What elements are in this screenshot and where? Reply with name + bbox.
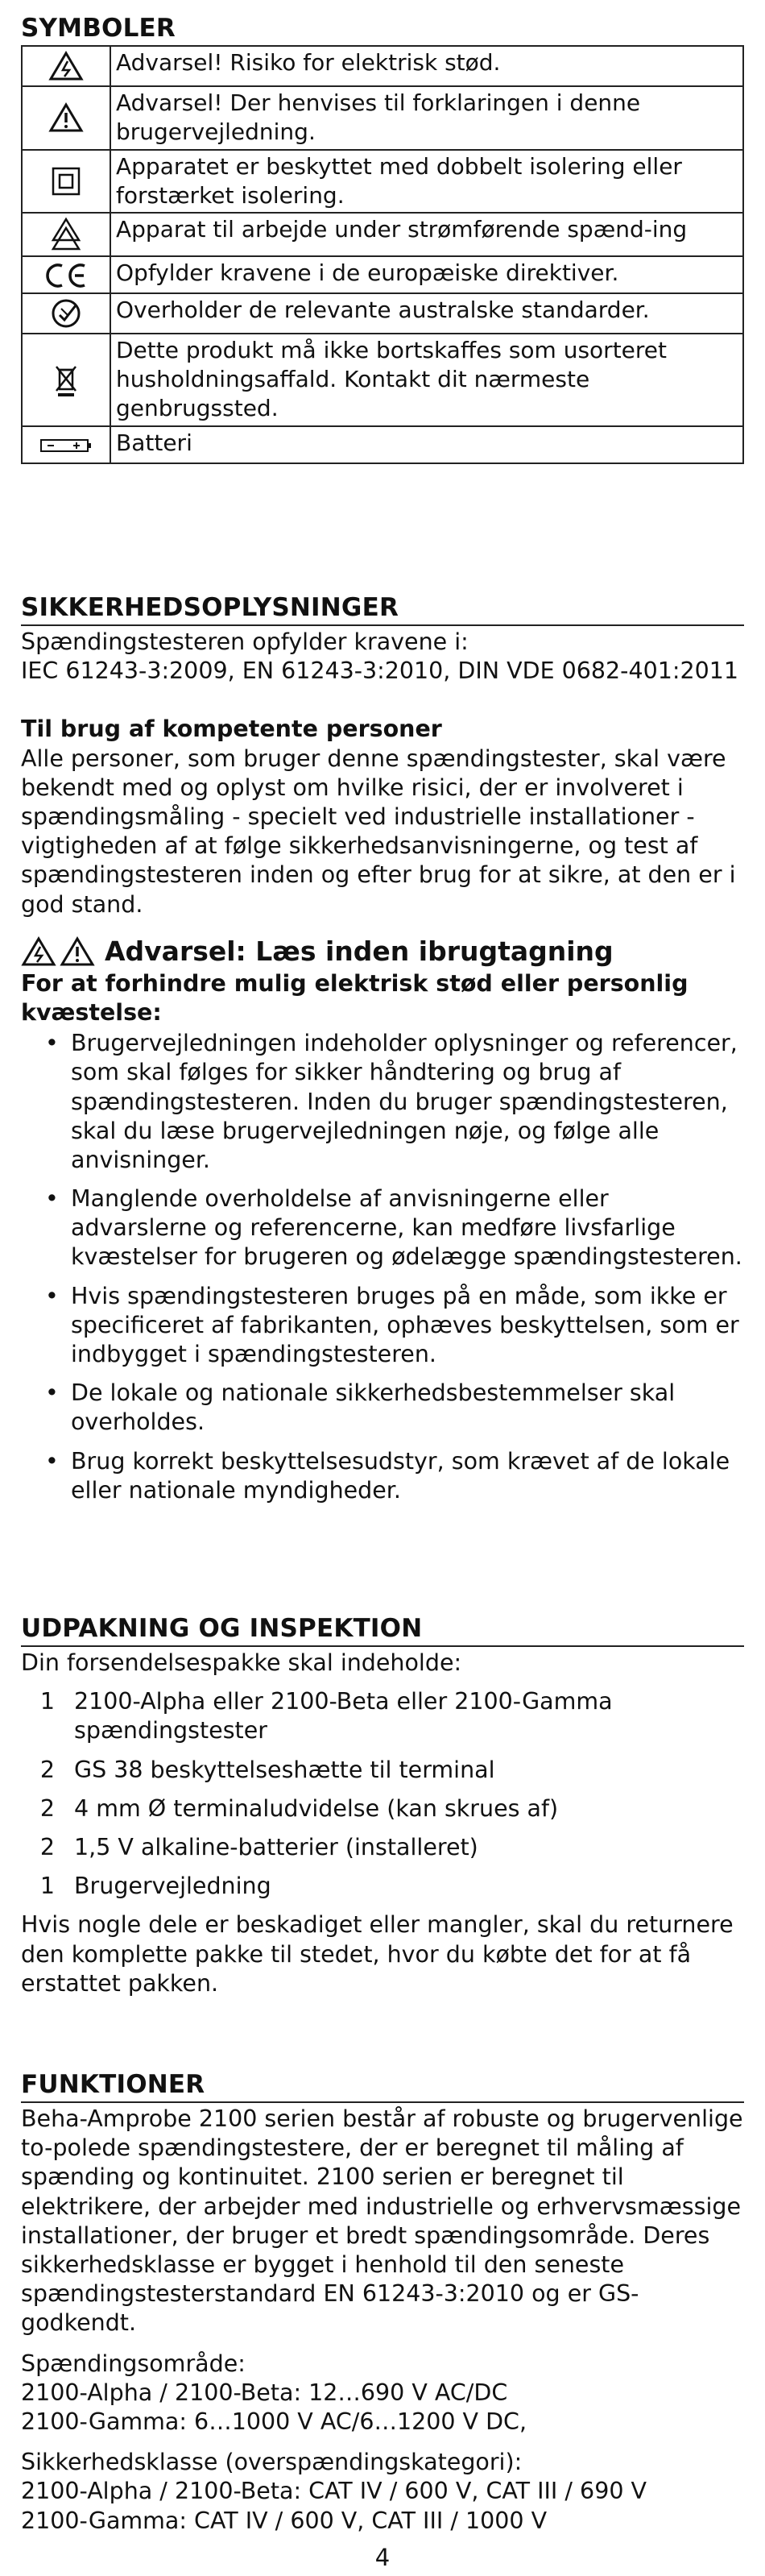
symbol-description: Dette produkt må ikke bortskaffes som usorteret husholdningsaffald. Kontakt dit nærmeste genbrugssted. [110,334,743,425]
unpacking-outro: Hvis nogle dele er beskadiget eller mangler, skal du returnere den komplette pakke til stedet, hvor du købte det for at få erstattet pakken. [21,1911,734,1997]
weee-bin-icon [54,363,78,397]
symbol-description: Advarsel! Der henvises til forklaringen i denne brugervejledning. [110,86,743,150]
item-qty: 1 [39,1873,55,1900]
range-line: 2100-Alpha / 2100-Beta: 12…690 V AC/DC [21,2379,508,2406]
range-line: 2100-Gamma: 6…1000 V AC/6…1200 V DC, [21,2408,527,2435]
bullet-text: Manglende overholdelse af anvisningerne eller advarslerne og referencerne, kan medføre livsfarlige kvæstelser for brugeren og ødelægge spændingstesteren. [71,1185,742,1271]
symbol-row [22,256,743,293]
symbol-description: Batteri [110,426,743,463]
list-item [21,1833,744,1862]
safety-heading: SIKKERHEDSOPLYSNINGER [21,594,744,626]
bullet-text: Hvis spændingstesteren bruges på en måde, som ikke er specificeret af fabrikanten, ophæves beskyttelsen, som er indbygget i spændingstesteren. [71,1282,739,1368]
symbol-row [22,46,743,86]
symbols-heading: SYMBOLER [21,14,176,43]
list-item [21,1756,744,1785]
warning-list [21,1029,744,1505]
symbol-row [22,293,743,334]
symbol-row [22,86,743,150]
warning-title: Advarsel: Læs inden ibrugtagning [105,935,614,968]
item-text: Brugervejledning [74,1873,271,1900]
list-item [21,1872,744,1901]
unpacking-intro: Din forsendelsespakke skal indeholde: [21,1649,462,1677]
warning-intro: For at forhindre mulig elektrisk stød eller personlig kvæstelse: [21,969,688,1026]
contents-list [21,1687,744,1901]
list-item: • De lokale og nationale sikkerhedsbestemmelser skal overholdes. [45,1379,676,1436]
symbol-description: Apparat til arbejde under strømførende spænd-ing [110,213,743,256]
competent-text: Alle personer, som bruger denne spændingstester, skal være bekendt med og oplyst om hvilke risici, der er involveret i spændingsmåling - specielt ved industrielle installationer - vigtigheden af at følge sikkerhedsanvisningerne, og test af spændingstesteren inden og efter brug for at sikre, at den er i god stand. [21,745,736,918]
symbol-row [22,426,743,463]
item-text: 4 mm Ø terminaludvidelse (kan skrues af) [74,1794,559,1822]
warning-title-row [21,935,744,968]
symbol-row [22,213,743,256]
ce-mark-icon [43,262,89,289]
item-qty: 2 [39,1834,55,1861]
class-line: 2100-Alpha / 2100-Beta: CAT IV / 600 V, CAT III / 690 V [21,2478,647,2505]
class-line: 2100-Gamma: CAT IV / 600 V, CAT III / 1000 V [21,2507,548,2534]
page-number: 4 [374,2544,391,2571]
bullet-text: Brug korrekt beskyttelsesudstyr, som krævet af de lokale eller nationale myndigheder. [71,1447,730,1504]
safety-intro: Spændingstesteren opfylder kravene i: [21,628,469,656]
list-item: • Brug korrekt beskyttelsesudstyr, som krævet af de lokale eller nationale myndigheder. [45,1447,730,1504]
warning-exclamation-icon [48,102,84,133]
symbol-description: Overholder de relevante australske standarder. [110,293,743,334]
item-qty: 2 [39,1756,55,1783]
item-text: 1,5 V alkaline-batterier (installeret) [74,1834,478,1861]
list-item [21,1687,744,1745]
symbol-description: Apparatet er beskyttet med dobbelt isolering eller forstærket isolering. [110,150,743,214]
class-label: Sikkerhedsklasse (overspændingskategori): [21,2449,523,2476]
item-qty: 1 [39,1688,55,1715]
warning-bolt-icon [48,51,84,81]
functions-text: Beha-Amprobe 2100 serien består af robuste og brugervenlige to-polede spændingstestere, der er beregnet til måling af spænding og kontinuitet. 2100 serien er beregnet til elektrikere, der arbejder med industrielle og erhvervsmæssige installationer, der bruger et bredt spændingsområde. Deres sikkerhedsklasse er bygget i henhold til den seneste spændingstesterstandard EN 61243-3:2010 og er GS-godkendt. [21,2105,743,2337]
functions-heading: FUNKTIONER [21,2071,744,2103]
bullet-text: De lokale og nationale sikkerhedsbestemmelser skal overholdes. [71,1379,676,1436]
warning-exclamation-icon [60,935,95,968]
c-tick-icon [50,297,82,330]
symbol-description: Opfylder kravene i de europæiske direktiver. [110,256,743,293]
double-insulation-icon [51,166,81,197]
item-qty: 2 [39,1794,55,1822]
symbol-description: Advarsel! Risiko for elektrisk stød. [110,46,743,86]
item-text: 2100-Alpha eller 2100-Beta eller 2100-Gamma spændingstester [74,1688,613,1744]
symbol-row [22,334,743,425]
unpacking-heading: UDPAKNING OG INSPEKTION [21,1615,744,1647]
battery-icon [39,437,93,454]
list-item: • Hvis spændingstesteren bruges på en måde, som ikke er specificeret af fabrikanten, ophæves beskyttelsen, som er indbygget i spændingstesteren. [45,1282,739,1368]
safety-standards: IEC 61243-3:2009, EN 61243-3:2010, DIN VDE 0682-401:2011 [21,657,739,685]
live-work-icon [50,217,82,252]
symbol-row [22,150,743,214]
range-label: Spændingsområde: [21,2350,246,2377]
competent-title: Til brug af kompetente personer [21,716,442,743]
warning-bolt-icon [21,935,56,968]
list-item [21,1794,744,1823]
bullet-text: Brugervejledningen indeholder oplysninger og referencer, som skal følges for sikker håndtering og brug af spændingstesteren. Inden du bruger spændingstesteren, skal du læse brugervejledningen nøje, og følge alle anvisninger. [71,1030,738,1173]
symbols-table [21,45,744,464]
item-text: GS 38 beskyttelseshætte til terminal [74,1756,495,1783]
list-item: • Brugervejledningen indeholder oplysninger og referencer, som skal følges for sikker håndtering og brug af spændingstesteren. Inden du bruger spændingstesteren, skal du læse brugervejledningen nøje, og følge alle anvisninger. [45,1030,738,1173]
list-item: • Manglende overholdelse af anvisningerne eller advarslerne og referencerne, kan medføre livsfarlige kvæstelser for brugeren og ødelægge spændingstesteren. [45,1185,742,1271]
